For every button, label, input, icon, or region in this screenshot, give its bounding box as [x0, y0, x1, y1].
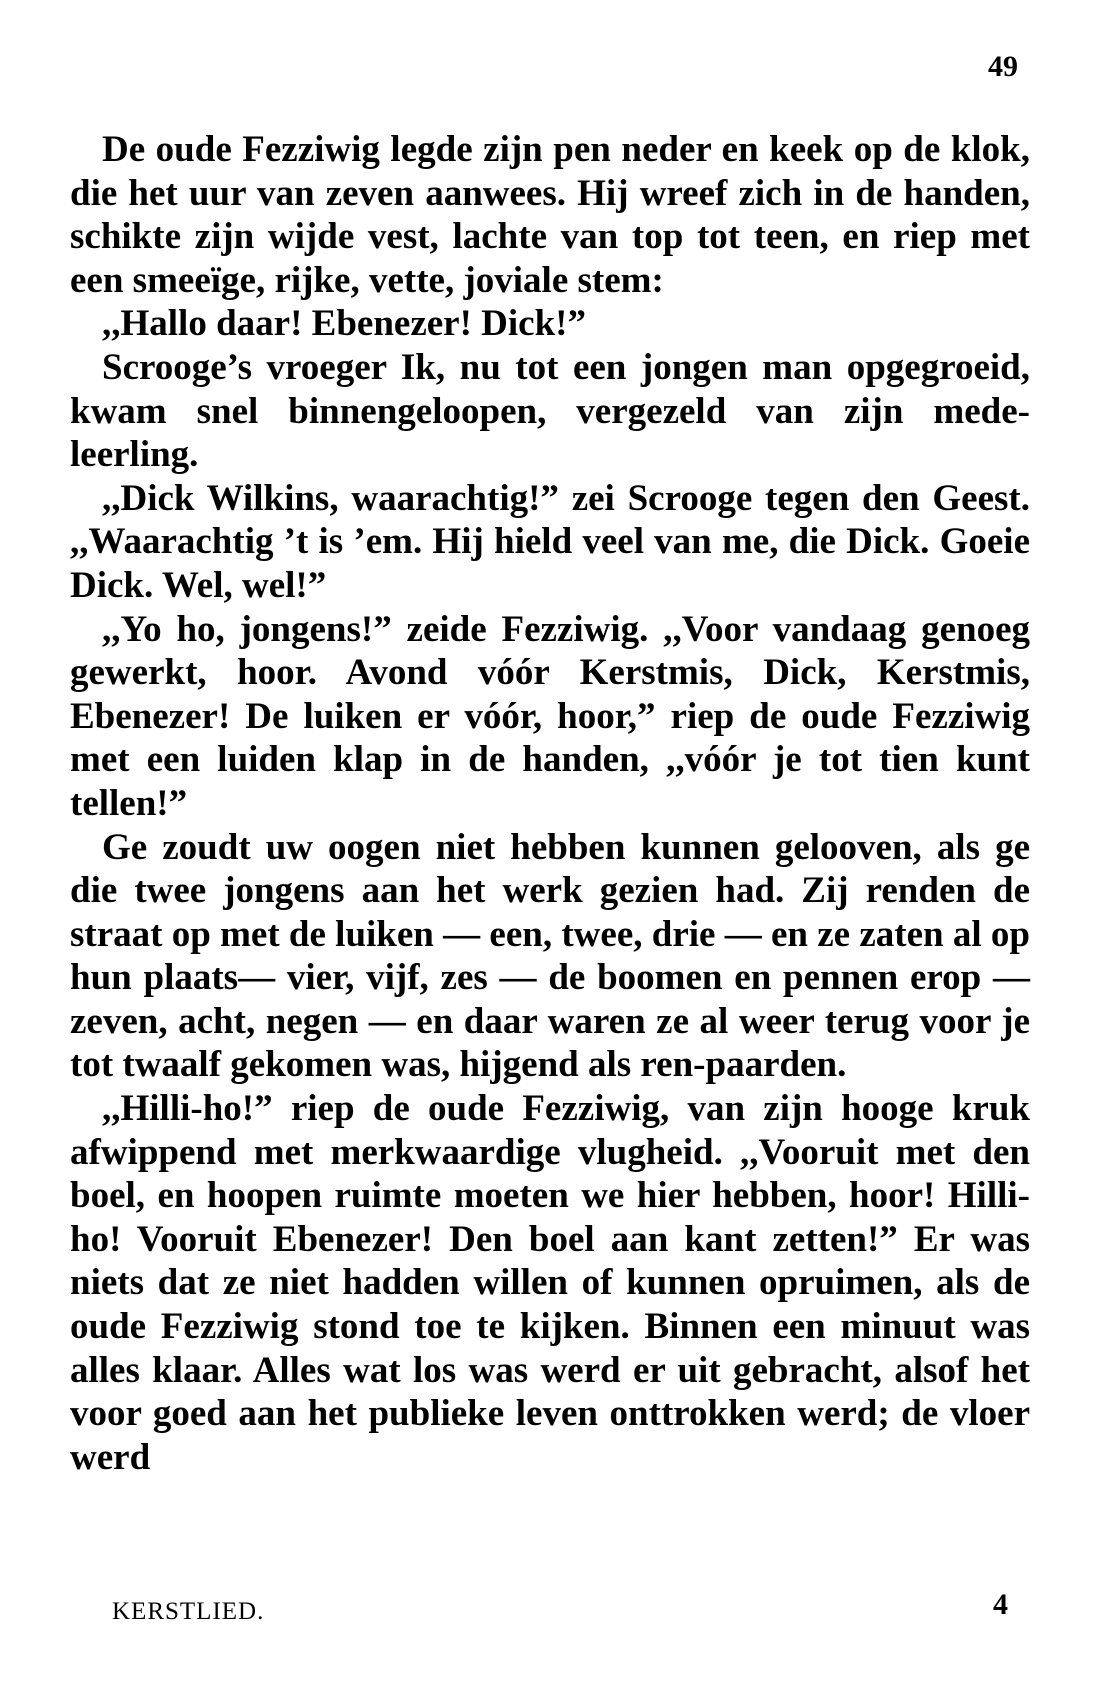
paragraph: Ge zoudt uw oogen niet hebben kunnen gelooven, als ge die twee jongens aan het werk gezien had. Zij renden de straat op met de luiken — een, twee, drie — en ze zaten al op hun plaats— vier, vijf, zes — de boomen en pennen erop — zeven, acht, negen — en daar waren ze al weer terug voor je tot twaalf gekomen was, hijgend als ren-paarden.	[70, 826, 1030, 1086]
text-block	[70, 128, 1030, 1479]
paragraph: ,,Hallo daar! Ebenezer! Dick!”	[102, 303, 586, 345]
paragraph: De oude Fezziwig legde zijn pen neder en keek op de klok, die het uur van zeven aanwees. Hij wreef zich in de handen, schikte zijn wijde vest, lachte van top tot teen, en riep met een smeeïge, rijke, vette, joviale stem:	[70, 129, 1030, 301]
paragraph: ,,Dick Wilkins, waarachtig!” zei Scrooge tegen den Geest. ,,Waarachtig ’t is ’em. Hij hield veel van me, die Dick. Goeie Dick. Wel, wel!”	[70, 477, 1030, 606]
footer-sheet-number: 4	[993, 1588, 1008, 1621]
paragraph: ,,Yo ho, jongens!” zeide Fezziwig. ,,Voor vandaag genoeg gewerkt, hoor. Avond vóór Kerstmis, Dick, Kerstmis, Ebenezer! De luiken er vóór, hoor,” riep de oude Fezziwig met een luiden klap in de handen, ,,vóór je tot tien kunt tellen!”	[70, 608, 1030, 824]
page-number: 49	[988, 50, 1018, 83]
paragraph: Scrooge’s vroeger Ik, nu tot een jongen man opgegroeid, kwam snel binnengeloopen, vergezeld van zijn mede-leerling.	[70, 346, 1030, 476]
paragraph: ,,Hilli-ho!” riep de oude Fezziwig, van zijn hooge kruk afwippend met merkwaardige vlugheid. ,,Vooruit met den boel, en hoopen ruimte moeten we hier hebben, hoor! Hilli-ho! Vooruit Ebenezer! Den boel aan kant zetten!” Er was niets dat ze niet hadden willen of kunnen opruimen, als de oude Fezziwig stond toe te kijken. Binnen een minuut was alles klaar. Alles wat los was werd er uit gebracht, alsof het voor goed aan het publieke leven onttrokken werd; de vloer werd	[70, 1088, 1030, 1478]
footer-signature: KERSTLIED.	[112, 1598, 265, 1625]
